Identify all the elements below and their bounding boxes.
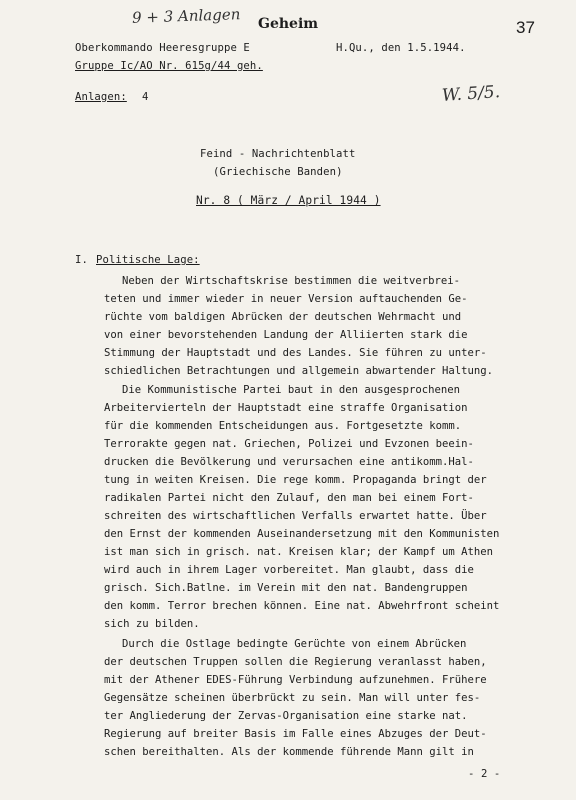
doc-subtitle: (Griechische Banden) (213, 166, 343, 178)
body-line: den komm. Terror brechen können. Eine nat. Abwehrfront scheint (104, 600, 500, 612)
body-line: für die kommenden Entscheidungen aus. Fortgesetzte komm. (104, 420, 462, 432)
body-line: Neben der Wirtschaftskrise bestimmen die weitverbrei- (122, 275, 461, 287)
body-line: Gegensätze scheinen überbrückt zu sein. Man will unter fes- (104, 692, 481, 704)
body-line: sich zu bilden. (104, 618, 200, 630)
body-line: tung in weiten Kreisen. Die rege komm. Propaganda bringt der (104, 474, 487, 486)
body-line: drucken die Bevölkerung und verursachen eine antikomm.Hal- (104, 456, 474, 468)
doc-issue-number: Nr. 8 ( März / April 1944 ) (196, 194, 381, 207)
section-number: I. (75, 254, 88, 266)
page-marker: - 2 - (468, 768, 501, 780)
body-line: ist man sich in grisch. nat. Kreisen klar; der Kampf um Athen (104, 546, 494, 558)
location-date: H.Qu., den 1.5.1944. (336, 42, 466, 54)
body-line: mit der Athener EDES-Führung Verbindung aufzunehmen. Frühere (104, 674, 487, 686)
classification-stamp: Geheim (258, 16, 319, 32)
body-line: von einer bevorstehenden Landung der Alliierten stark die (104, 329, 468, 341)
sender-line-1: Oberkommando Heeresgruppe E (75, 42, 250, 54)
body-line: teten und immer wieder in neuer Version auftauchenden Ge- (104, 293, 468, 305)
section-heading: Politische Lage: (96, 254, 200, 266)
sender-line-2: Gruppe Ic/AO Nr. 615g/44 geh. (75, 60, 263, 72)
annex-label: Anlagen: (75, 91, 127, 103)
body-line: Regierung auf breiter Basis im Falle eines Abzuges der Deut- (104, 728, 487, 740)
body-line: schreiten des wirtschaftlichen Verfalls erwartet hatte. Über (104, 510, 487, 522)
body-line: schen bereithalten. Als der kommende führende Mann gilt in (104, 746, 474, 758)
body-line: Stimmung der Hauptstadt und des Landes. Sie führen zu unter- (104, 347, 487, 359)
page-number: 37 (516, 18, 535, 37)
body-line: schiedlichen Betrachtungen und allgemein abwartender Haltung. (104, 365, 494, 377)
annex-value: 4 (142, 91, 149, 103)
doc-title: Feind - Nachrichtenblatt (200, 148, 356, 160)
body-line: wird auch in ihrem Lager vorbereitet. Man glaubt, dass die (104, 564, 474, 576)
body-line: Arbeitervierteln der Hauptstadt eine straffe Organisation (104, 402, 468, 414)
body-line: grisch. Sich.Batlne. im Verein mit den nat. Bandengruppen (104, 582, 468, 594)
body-line: ter Angliederung der Zervas-Organisation eine starke nat. (104, 710, 468, 722)
body-line: Durch die Ostlage bedingte Gerüchte von einem Abrücken (122, 638, 467, 650)
handwritten-annex-note: 9 + 3 Anlagen (131, 5, 241, 27)
body-line: radikalen Partei nicht den Zulauf, den man bei einem Fort- (104, 492, 474, 504)
handwritten-initials: W. 5/5. (441, 81, 501, 107)
body-line: den Ernst der kommenden Auseinandersetzung mit den Kommunisten (104, 528, 500, 540)
body-line: der deutschen Truppen sollen die Regierung veranlasst haben, (104, 656, 487, 668)
body-line: Terrorakte gegen nat. Griechen, Polizei und Evzonen beein- (104, 438, 474, 450)
body-line: Die Kommunistische Partei baut in den ausgesprochenen (122, 384, 461, 396)
body-line: rüchte vom baldigen Abrücken der deutschen Wehrmacht und (104, 311, 462, 323)
